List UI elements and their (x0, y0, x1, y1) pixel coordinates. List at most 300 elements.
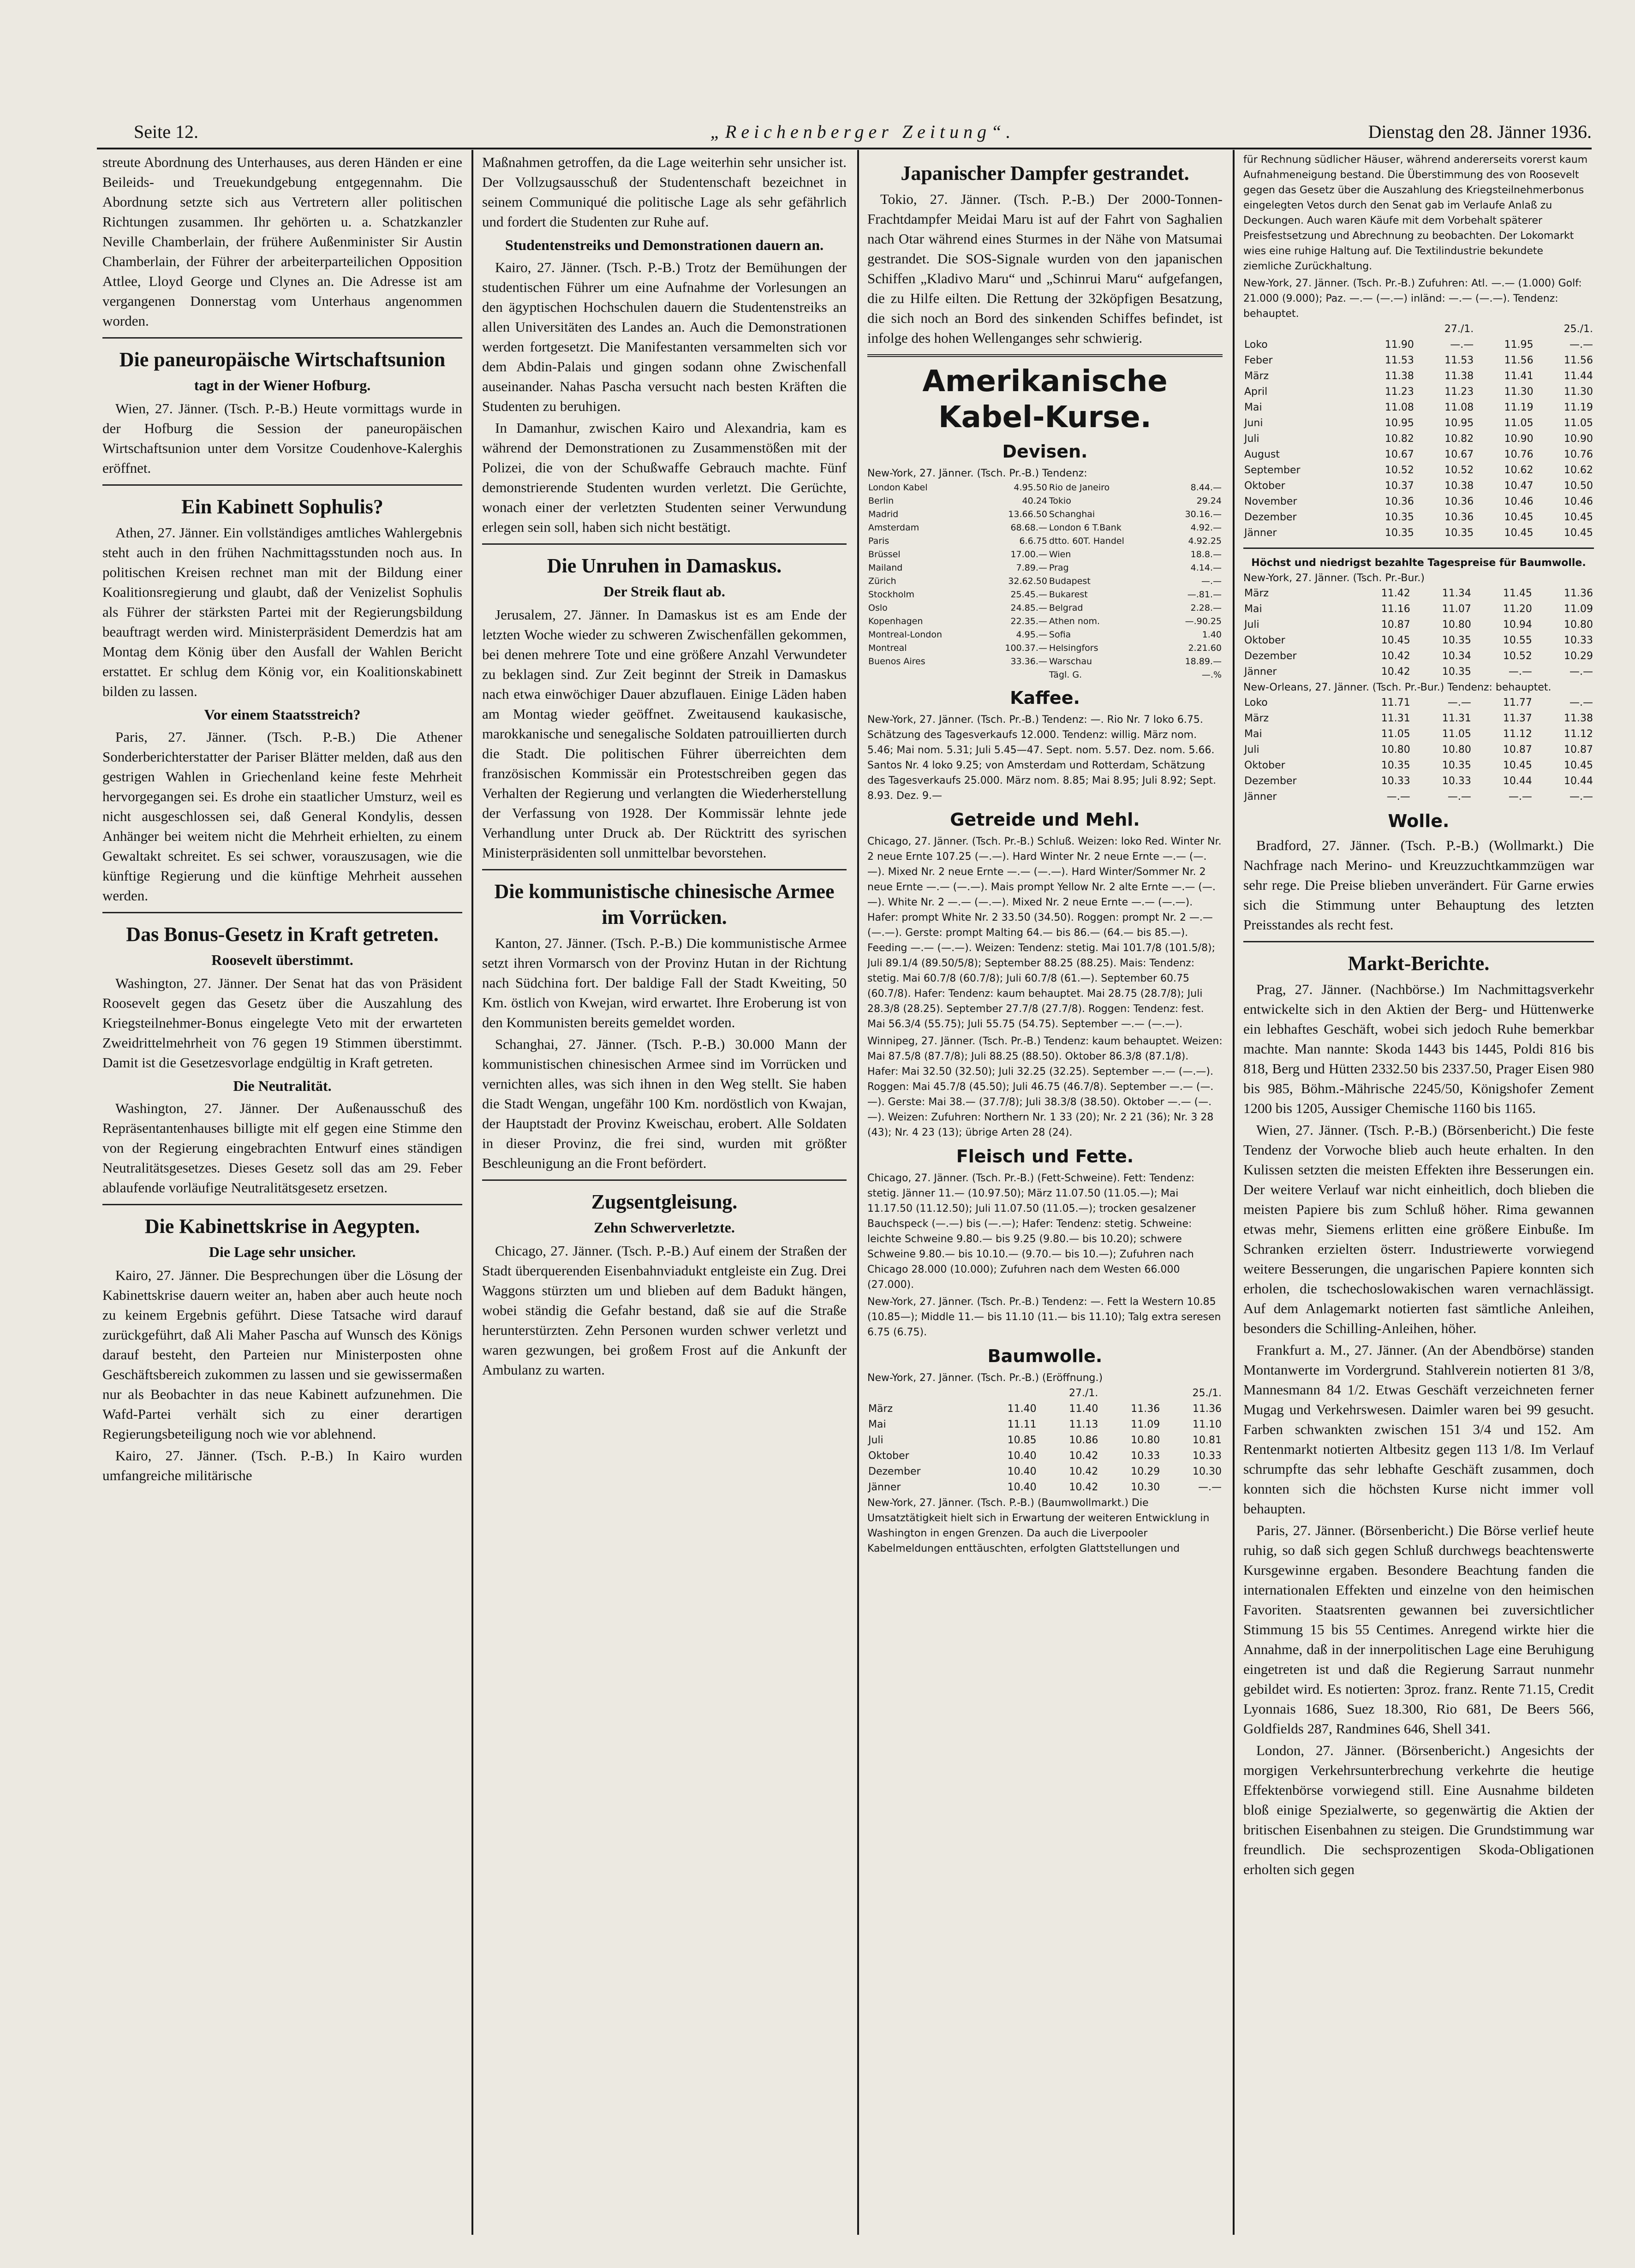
table-cell: —.— (1569, 666, 1593, 678)
table-cell: 10.44 (1503, 775, 1532, 787)
table-cell: 11.10 (1193, 1419, 1222, 1430)
table-cell: 11.09 (1131, 1419, 1160, 1430)
table-cell: 68.68.— (1010, 523, 1047, 533)
report-london: London, 27. Jänner. (Börsenbericht.) Angesichts der morgigen Verkehrsunterbrechung verkehrte die heutige Effektenbörse vorwiegend still. Eine Ausnahme bildeten bloß einige Spezialwerte, so gegenwärtig die Aktien der britischen Eisenbahnen zu steigen. Die Grundstimmung war freundlich. Die sechsprozentigen Skoda-Obligationen erholten sich gegen (1243, 1742, 1594, 1877)
table-cell: Tokio (1049, 496, 1071, 506)
table-cell: 2.28.— (1190, 603, 1222, 613)
ny-cotton-row (1243, 431, 1594, 447)
table-cell: Jänner (1244, 666, 1277, 678)
table-cell: März (868, 1403, 893, 1415)
table-cell: 29.24 (1196, 496, 1222, 506)
fleisch-title: Fleisch und Fette. (956, 1146, 1134, 1167)
devisen-row (867, 642, 1223, 655)
table-cell: 10.42 (1069, 1450, 1098, 1462)
devisen-row (867, 508, 1223, 521)
table-cell: 10.81 (1193, 1435, 1222, 1446)
subhead-paneuropa: tagt in der Wiener Hofburg. (194, 377, 371, 393)
table-cell: Buenos Aires (868, 656, 925, 667)
table-cell: 11.05 (1504, 417, 1534, 429)
continued-text: streute Abordnung des Unterhauses, aus deren Händen er eine Beileids- und Treuekundgebung entgegennahm. Die Abordnung setzte sich aus Vertretern aller politischen Richtungen zusammen. Ihr gehörten u. a. Schatzkanzler Neville Chamberlain, der frühere Außenminister Sir Austin Chamberlain, der Führer der arbeiterparteilichen Opposition Attlee, Lloyd George und Clynes an. Die Adresse ist am vergangenen Donnerstag vom Unterhaus angenommen worden. (102, 154, 462, 329)
table-cell: Berlin (868, 496, 894, 506)
baumwolle-head: New-York, 27. Jänner. (Tsch. Pr.-B.) (Eröffnung.) (867, 1372, 1103, 1384)
article-kanton: Kanton, 27. Jänner. (Tsch. P.-B.) Die kommunistische Armee setzt ihren Vormarsch von der Provinz Hutan in der Richtung nach Südchina fort. Der baldige Fall der Stadt Kweiting, 50 Km. östlich von Kwejan, wird erwartet. Ihre Eroberung ist von den Kommunisten bereits gemeldet worden. (482, 935, 847, 1030)
table-cell: Loko (1244, 697, 1268, 708)
table-cell: Belgrad (1049, 603, 1083, 613)
table-cell: 10.33 (1564, 635, 1593, 646)
new-orleans-row (1243, 789, 1594, 805)
col-head: 25./1. (1563, 323, 1593, 335)
table-cell: 10.35 (1442, 760, 1471, 771)
table-cell: Juli (1244, 433, 1259, 445)
table-cell: Kopenhagen (868, 616, 923, 626)
table-cell: 10.35 (1384, 512, 1414, 523)
table-cell: 32.62.50 (1008, 576, 1047, 586)
divider (1243, 548, 1594, 549)
table-cell: Oktober (868, 1450, 909, 1462)
hl-row (1243, 633, 1594, 649)
table-cell: 13.66.50 (1008, 509, 1047, 519)
table-cell: Zürich (868, 576, 896, 586)
table-cell: 10.85 (1007, 1435, 1037, 1446)
table-cell: 10.87 (1564, 744, 1593, 756)
table-cell: 10.80 (1381, 744, 1410, 756)
table-cell: 11.71 (1381, 697, 1410, 708)
table-cell: Brüssel (868, 549, 901, 560)
devisen-head: New-York, 27. Jänner. (Tsch. Pr.-B.) Tendenz: (867, 468, 1087, 479)
table-cell: 11.37 (1503, 713, 1532, 724)
table-cell: —.— (1508, 666, 1532, 678)
issue-date: Dienstag den 28. Jänner 1936. (1368, 121, 1592, 142)
table-cell: 11.16 (1381, 603, 1410, 615)
kaffee-report: New-York, 27. Jänner. (Tsch. Pr.-B.) Tendenz: —. Rio Nr. 7 loko 6.75. Schätzung des Tagesverkaufs 12.000. Tendenz: willig. März nom. 5.46; Mai nom. 5.31; Juli 5.45—47. Sept. nom. 5.57. Dez. nom. 5.66. Santos Nr. 4 loko 9.25; von Amsterdam und Rotterdam, Schätzung des Tagesverkaufs 25.000. März nom. 8.85; Mai 8.95; Juli 8.92; Sept. 8.93. Dez. 9.— (867, 714, 1217, 802)
table-cell: Dezember (1244, 650, 1297, 662)
table-cell: Dezember (868, 1466, 921, 1477)
ny-cotton-row (1243, 337, 1594, 353)
new-orleans-row (1243, 726, 1594, 742)
table-cell: 11.23 (1444, 386, 1474, 398)
table-cell: 11.36 (1564, 588, 1593, 599)
table-cell: Bukarest (1049, 589, 1088, 600)
table-cell: 10.95 (1444, 417, 1474, 429)
continued-text: Maßnahmen getroffen, da die Lage weiterhin sehr unsicher ist. Der Vollzugsausschuß der Studentenschaft bezeichnet in seinem Communiqué die politische Lage als sehr gefährlich und fordert die Studenten zur Ruhe auf. (482, 154, 847, 230)
table-cell: 10.82 (1384, 433, 1414, 445)
table-cell: London Kabel (868, 482, 928, 493)
getreide-title: Getreide und Mehl. (950, 810, 1140, 830)
table-cell: 11.38 (1384, 370, 1414, 382)
column-rule-1 (471, 150, 473, 2235)
table-cell: 10.38 (1444, 480, 1474, 492)
article-sophulis: Athen, 27. Jänner. Ein vollständiges amtliches Wahlergebnis steht auch in den frühen Nachmittagsstunden noch aus. In politischen Kreisen rechnet man mit der Bildung einer Koalitionsregierung und glaubt, daß der Venizelist Sophulis als Führer der stärksten Partei mit der Regierungsbildung beauftragt werden wird. Ministerpräsident Demerdzis hat am Montag dem König über den Ausfall der Wahlen Bericht erstattet. Er schlug dem König vor, ein Koalitionskabinett bilden zu lassen. (102, 524, 462, 699)
table-cell: —.— (1569, 791, 1593, 803)
col-head: 27./1. (1069, 1387, 1098, 1399)
table-cell: 1.40 (1202, 630, 1222, 640)
table-cell: Oktober (1244, 480, 1285, 492)
table-cell: 10.94 (1503, 619, 1532, 631)
subhead-staatsstreich: Vor einem Staatsstreich? (204, 706, 361, 723)
table-cell: 11.05 (1564, 417, 1593, 429)
continued-text: für Rechnung südlicher Häuser, während andererseits vorerst kaum Aufnahmeneigung bestand. Die Überstimmung des von Roosevelt gegen das Gesetz über die Auszahlung des Kriegsteilnehmerbonus eingelegten Vetos durch den Senat gab im Verlaufe Anlaß zu Deckungen. Auch waren Käufe mit dem Vorbehalt späterer Preisfestsetzung und Abrechnung zu beobachten. Der Lokomarkt wies eine ruhige Haltung auf. Die Textilindustrie bekundete ziemliche Zurückhaltung. (1243, 154, 1588, 272)
table-cell: Warschau (1049, 656, 1092, 667)
kaffee-title: Kaffee. (1010, 688, 1080, 708)
divider (482, 543, 847, 545)
table-cell: Montreal-London (868, 630, 943, 640)
headline-zugsentgleisung: Zugsentgleisung. (591, 1191, 738, 1213)
table-cell: Dezember (1244, 775, 1297, 787)
table-cell: 11.05 (1381, 728, 1410, 740)
table-cell: 10.55 (1503, 635, 1532, 646)
table-cell: 2.21.60 (1188, 643, 1222, 653)
table-cell: 11.08 (1384, 402, 1414, 413)
headline-aegypten: Die Kabinettskrise in Aegypten. (144, 1215, 420, 1238)
table-cell: Loko (1244, 339, 1268, 351)
table-cell: 10.42 (1069, 1482, 1098, 1493)
table-cell: 10.40 (1007, 1450, 1037, 1462)
table-cell: 11.53 (1444, 355, 1474, 366)
table-cell: Athen nom. (1049, 616, 1100, 626)
table-cell: 10.76 (1564, 449, 1593, 460)
table-cell: 10.46 (1504, 496, 1534, 507)
article-aegypten-2: Kairo, 27. Jänner. (Tsch. P.-B.) In Kairo wurden umfangreiche militärische (102, 1447, 462, 1483)
hl-row (1243, 617, 1594, 633)
table-cell: London 6 T.Bank (1049, 523, 1122, 533)
table-cell: —.90.25 (1185, 616, 1222, 626)
table-cell: November (1244, 496, 1297, 507)
devisen-title: Devisen. (1002, 441, 1088, 462)
table-cell: 10.35 (1442, 666, 1471, 678)
headline-sophulis: Ein Kabinett Sophulis? (181, 495, 383, 518)
hl-row (1243, 601, 1594, 617)
table-cell: 10.29 (1131, 1466, 1160, 1477)
table-cell: 40.24 (1022, 496, 1047, 506)
table-cell: Mai (1244, 402, 1262, 413)
column-4 (1243, 152, 1594, 2237)
subhead-neutralitaet: Die Neutralität. (233, 1077, 332, 1094)
table-cell: Juli (1244, 744, 1259, 756)
table-cell (867, 668, 982, 682)
table-cell: 10.87 (1503, 744, 1532, 756)
devisen-row (867, 575, 1223, 588)
fleisch-report-ny: New-York, 27. Jänner. (Tsch. Pr.-B.) Tendenz: —. Fett la Western 10.85 (10.85—); Middle 11.— bis 11.10 (11.— bis 11.10); Talg extra seresen 6.75 (6.75). (867, 1296, 1221, 1338)
table-cell: 11.40 (1069, 1403, 1098, 1415)
table-cell: 11.09 (1564, 603, 1593, 615)
divider (102, 484, 462, 486)
table-cell: 10.44 (1564, 775, 1593, 787)
table-cell: 10.45 (1564, 760, 1593, 771)
table-cell: 11.19 (1504, 402, 1534, 413)
getreide-report: Chicago, 27. Jänner. (Tsch. Pr.-B.) Schluß. Weizen: loko Red. Winter Nr. 2 neue Ernte 107.25 (—.—). Hard Winter Nr. 2 neue Ernte —.— (—.—). Mixed Nr. 2 neue Ernte —.— (—.—). Hard Winter/Sommer Nr. 2 neue Ernte —.— (—.—). Mais prompt Yellow Nr. 2 alte Ernte —.— (—.—). White Nr. 2 —.— (—.—). Mixed Nr. 2 neue Ernte —.— (—.—). Hafer: prompt White Nr. 2 33.50 (34.50). Roggen: prompt Nr. 2 —.— (—.—). Gerste: prompt Malting 64.— bis 86.— (64.— bis 85.—). Feeding —.— (—.—). Weizen: Tendenz: stetig. Mai 101.7/8 (101.5/8); Juli 89.1/4 (89.50/5/8); September 88.25 (88.25). Mais: Tendenz: stetig. Mai 60.7/8 (60.7/8); Juli 60.7/8 (61.—). September 60.75 (60.7/8). Hafer: Tendenz: kaum behauptet. Mai 28.75 (28.7/8); Juli 28.3/8 (28.25). September 27.7/8 (27.7/8). Roggen: Tendenz: fest. Mai 56.3/4 (55.75); Juli 55.75 (54.75). September —.— (—.—). (867, 836, 1222, 1030)
table-cell: Rio de Janeiro (1049, 482, 1110, 493)
table-cell: —.81.— (1187, 589, 1222, 600)
newspaper-name: „Reichenberger Zeitung“. (710, 121, 1015, 142)
table-cell: März (1244, 713, 1269, 724)
table-cell: 11.13 (1069, 1419, 1098, 1430)
table-cell: Juli (1244, 619, 1259, 631)
ny-cotton-row (1243, 369, 1594, 384)
table-cell: 30.16.— (1185, 509, 1222, 519)
table-cell: 10.90 (1504, 433, 1534, 445)
devisen-row (867, 601, 1223, 615)
headline-paneuropa: Die paneuropäische Wirtschaftsunion (119, 348, 446, 371)
headline-china: Die kommunistische chinesische Armee im Vorrücken. (494, 880, 835, 929)
subhead-damaskus: Der Streik flaut ab. (603, 583, 725, 600)
table-cell: 10.42 (1069, 1466, 1098, 1477)
headline-bonus: Das Bonus-Gesetz in Kraft getreten. (126, 923, 439, 946)
col-head: 25./1. (1192, 1387, 1222, 1399)
table-cell: 10.45 (1503, 760, 1532, 771)
table-cell: Mailand (868, 563, 903, 573)
article-damaskus: Jerusalem, 27. Jänner. In Damaskus ist es am Ende der letzten Woche wieder zu schweren Zwischenfällen gekommen, bei denen mehrere Tote und eine größere Anzahl Verwundeter zu beklagen sind. Zur Zeit beginnt der Streik in Damaskus nach etwa einwöchiger Dauer abzuflauen. Einige Läden haben am Montag wieder geöffnet. Zweitausend kaukasische, marokkanische und senegalische Soldaten patrouillierten durch die Stadt. Die politischen Führer überreichten dem französischen Kommissär ein Protestschreiben gegen das Verhalten der Regierung und verlangten die Wiederherstellung der Verfassung von 1928. Der Kommissär lehnte jede Verhandlung unter Druck ab. Der Rücktritt des syrischen Ministerpräsidenten soll unmittelbar bevorstehen. (482, 607, 847, 861)
column-2 (482, 152, 847, 2237)
table-cell: 11.44 (1564, 370, 1593, 382)
table-cell (982, 668, 1048, 682)
report-wien: Wien, 27. Jänner. (Tsch. P.-B.) (Börsenbericht.) Die feste Tendenz der Vorwoche blieb auch heute erhalten. In den Kulissen setzten die meisten Effekten ihre Besserungen ein. Der weitere Verlauf war nicht einheitlich, doch blieben die meisten Papiere bis zum Schluß höher. Rima gewannen etwas mehr, Siemens erlitten eine größere Einbuße. Im Schranken erzielten österr. Industriewerte vorwiegend weitere Besserungen, die ungarischen Papiere konnten sich erholen, die tschechoslowakischen waren vernachlässigt. Auf dem Anlagemarkt notierten fast sämtliche Anleihen, besonders die Schilling-Anleihen, höher. (1243, 1122, 1594, 1336)
hl-head: Höchst und niedrigst bezahlte Tagespreise für Baumwolle. (1251, 557, 1586, 569)
divider (867, 354, 1223, 357)
table-cell: 100.37.— (1005, 643, 1047, 653)
table-cell: 11.19 (1564, 402, 1593, 413)
page-number: Seite 12. (134, 121, 198, 142)
table-cell: 10.62 (1504, 464, 1534, 476)
new-orleans-row (1243, 758, 1594, 774)
table-cell: Paris (868, 536, 889, 546)
hl-table (1243, 586, 1594, 680)
table-cell: 11.20 (1503, 603, 1532, 615)
table-cell: 10.35 (1381, 760, 1410, 771)
table-cell: 11.12 (1503, 728, 1532, 740)
table-cell: 10.33 (1442, 775, 1471, 787)
table-cell: Tägl. G. (1049, 670, 1082, 680)
headline-dampfer: Japanischer Dampfer gestrandet. (901, 162, 1189, 185)
table-cell: —.— (1198, 1482, 1222, 1493)
table-cell: September (1244, 464, 1301, 476)
divider (1243, 941, 1594, 942)
table-cell: 11.38 (1564, 713, 1593, 724)
table-cell: 10.30 (1131, 1482, 1160, 1493)
table-cell: —.— (1450, 339, 1474, 351)
table-cell: Juni (1244, 417, 1263, 429)
table-cell: 11.07 (1442, 603, 1471, 615)
table-cell: 11.90 (1384, 339, 1414, 351)
table-cell: 8.44.— (1190, 482, 1222, 493)
table-cell: 10.36 (1444, 496, 1474, 507)
table-cell: —.— (1447, 791, 1471, 803)
divider (102, 1204, 462, 1205)
divider (102, 912, 462, 913)
ny-cotton-table (1243, 321, 1594, 541)
new-orleans-table (1243, 695, 1594, 805)
article-zugsentgleisung: Chicago, 27. Jänner. (Tsch. P.-B.) Auf einem der Straßen der Stadt überquerenden Eisenbahnviadukt entgleiste ein Zug. Drei Waggons stürzten um und blieben auf dem Badukt hängen, wobei ständig die Gefahr bestand, daß sie auf die Straße herunterstürzten. Zehn Personen wurden schwer verletzt und waren gezwungen, bei großem Frost auf die Ankunft der Ambulanz zu warten. (482, 1243, 847, 1378)
baumwolle-table (867, 1386, 1223, 1495)
devisen-table (867, 481, 1223, 682)
article-staatsstreich: Paris, 27. Jänner. (Tsch. P.-B.) Die Athener Sonderberichterstatter der Pariser Blätter melden, daß aus den gestrigen Wahlen in Griechenland keine feste Mehrheit hervorgegangen sei. Es drohe ein staatlicher Umsturz, weil es nicht ausgeschlossen sei, daß General Kondylis, dessen Anhänger bei weitem nicht die Mehrheit erhielten, zu einem Gewaltakt schreitet. Es sei schwer, vorauszusagen, wie die künftige Regierung und die künftige Mehrheit aussehen werden. (102, 729, 462, 904)
table-cell: 10.86 (1069, 1435, 1098, 1446)
table-cell: 10.95 (1384, 417, 1414, 429)
table-cell: Madrid (868, 509, 899, 519)
table-cell: 10.82 (1444, 433, 1474, 445)
table-cell: Dezember (1244, 512, 1297, 523)
table-cell: 10.90 (1564, 433, 1593, 445)
baumwolle-row (867, 1480, 1223, 1495)
table-cell: 11.30 (1504, 386, 1534, 398)
table-cell: 11.08 (1444, 402, 1474, 413)
table-cell: Jänner (868, 1482, 901, 1493)
ny-cotton-row (1243, 400, 1594, 416)
table-cell: 17.00.— (1010, 549, 1047, 560)
table-cell: Wien (1049, 549, 1071, 560)
baumwolle-title: Baumwolle. (987, 1346, 1103, 1366)
table-cell: 11.95 (1504, 339, 1534, 351)
table-cell: 4.95.— (1016, 630, 1047, 640)
table-cell: 11.36 (1193, 1403, 1222, 1415)
column-rule-2 (857, 150, 859, 2235)
table-cell: 10.36 (1444, 512, 1474, 523)
article-aegypten: Kairo, 27. Jänner. Die Besprechungen über die Lösung der Kabinettskrise dauern weiter an, haben aber auch heute noch zu keinem Ergebnis geführt. Diese Tatsache wird darauf zurückgeführt, daß Ali Maher Pascha auf Wunsch des Königs darauf besteht, den Parteien nur Ministerposten ohne Geschäftsbereich zukommen zu lassen und sie gewissermaßen nur als Beobachter in das neue Kabinett aufzunehmen. Die Wafd-Partei verhält sich zu einer derartigen Regierungsbeteiligung noch wie vor ablehnend. (102, 1267, 462, 1442)
hl-row (1243, 649, 1594, 664)
devisen-row (867, 535, 1223, 548)
table-cell: 10.42 (1381, 650, 1410, 662)
divider (482, 869, 847, 870)
table-cell: Jänner (1244, 527, 1277, 539)
table-cell: Stockholm (868, 589, 915, 600)
table-cell: 10.80 (1442, 619, 1471, 631)
ny-cotton-row (1243, 525, 1594, 541)
column-3 (867, 152, 1223, 2237)
table-cell: 10.33 (1381, 775, 1410, 787)
table-cell: 10.45 (1564, 527, 1593, 539)
header-rule (97, 148, 1592, 149)
ny-cotton-row (1243, 447, 1594, 463)
table-cell: 10.80 (1442, 744, 1471, 756)
wolle-report: Bradford, 27. Jänner. (Tsch. P.-B.) (Wollmarkt.) Die Nachfrage nach Merino- und Kreuzzuchtkammzügen war sehr rege. Die Preise blieben unverändert. Für Garne erwies sich die Stimmung unter Behauptung des letzten Preisstandes als recht fest. (1243, 837, 1594, 933)
table-cell: Feber (1244, 355, 1273, 366)
devisen-row (867, 548, 1223, 561)
subhead-aegypten: Die Lage sehr unsicher. (209, 1244, 356, 1260)
devisen-row (867, 628, 1223, 642)
table-cell: Amsterdam (868, 523, 919, 533)
table-cell: Mai (868, 1419, 886, 1430)
table-cell: 10.45 (1504, 512, 1534, 523)
table-cell: 10.35 (1442, 635, 1471, 646)
devisen-row (867, 481, 1223, 494)
subhead-bonus: Roosevelt überstimmt. (211, 952, 353, 968)
table-cell: —.— (1569, 339, 1593, 351)
table-cell: 4.92.— (1190, 523, 1222, 533)
table-cell: Mai (1244, 728, 1262, 740)
table-cell: 4.92.25 (1188, 536, 1222, 546)
table-cell: —.— (1386, 791, 1410, 803)
report-prag: Prag, 27. Jänner. (Nachbörse.) Im Nachmittagsverkehr entwickelte sich in den Aktien der Berg- und Hüttenwerke ein lebhaftes Geschäft, wobei sich jedoch Ruhe bemerkbar machte. Man nannte: Skoda 1443 bis 1445, Poldi 816 bis 818, Berg und Hütten 2332.50 bis 2337.50, Prager Eisen 980 bis 985, Böhm.-Mährische 2245/50, Königshofer Zement 1200 bis 1205, Aussiger Chemische 1160 bis 1165. (1243, 981, 1594, 1116)
table-cell: August (1244, 449, 1280, 460)
new-orleans-row (1243, 774, 1594, 789)
hl-row (1243, 586, 1594, 601)
table-cell: 11.12 (1564, 728, 1593, 740)
table-cell: —.— (1447, 697, 1471, 708)
table-cell: Jänner (1244, 791, 1277, 803)
divider (482, 1179, 847, 1181)
article-neutralitaet: Washington, 27. Jänner. Der Außenausschuß des Repräsentantenhauses billigte mit elf gegen eine Stimme den von der Regierung eingebrachten Entwurf eines ständigen Neutralitätsgesetzes. Dieses Gesetz soll das am 29. Feber ablaufende vorläufige Neutralitätsgesetz ersetzen. (102, 1100, 462, 1196)
table-cell: —.— (1508, 791, 1532, 803)
table-cell: 10.34 (1442, 650, 1471, 662)
table-cell: Oslo (868, 603, 888, 613)
table-cell: 10.33 (1193, 1450, 1222, 1462)
baumwolle-row (867, 1433, 1223, 1448)
winnipeg-report: Winnipeg, 27. Jänner. (Tsch. Pr.-B.) Tendenz: kaum behauptet. Weizen: Mai 87.5/8 (87.7/8); Juli 88.25 (88.50). Oktober 86.3/8 (87.1/8). Hafer: Mai 32.50 (32.50); Juli 32.25 (32.25). September —.— (—.—). Roggen: Mai 45.7/8 (45.50); Juli 46.75 (46.7/8). September —.— (—.—). Gerste: Mai 38.— (37.7/8); Juli 38.3/8 (38.50). Oktober —.— (—.—). Weizen: Zufuhren: Northern Nr. 1 33 (20); Nr. 2 21 (36); Nr. 3 28 (43); Nr. 4 23 (13); übrige Arten 28 (24). (867, 1036, 1223, 1138)
table-cell: 10.37 (1384, 480, 1414, 492)
ny-cotton-row (1243, 353, 1594, 369)
table-cell: 10.47 (1504, 480, 1534, 492)
new-orleans-row (1243, 695, 1594, 711)
table-cell: 11.31 (1442, 713, 1471, 724)
table-cell: 7.89.— (1016, 563, 1047, 573)
table-cell: Schanghai (1049, 509, 1095, 519)
report-frankfurt: Frankfurt a. M., 27. Jänner. (An der Abendbörse) standen Montanwerte im Vordergrund. Stahlverein notierten 81 3/8, Mannesmann 84 1/2. Etwas Geschäft verzeichneten ferner Mugag und Verkehrswesen. Daimler waren bei 99 gesucht. Farben schwankten zwischen 151 3/4 und 152. Am Rentenmarkt notierten Altbesitz gegen 113 1/8. Im Verlauf schrumpfte das sehr lebhafte Geschäft zusammen, doch konnten sich die höchsten Kurse nicht immer voll behaupten. (1243, 1342, 1594, 1517)
table-cell: 10.76 (1504, 449, 1534, 460)
table-cell: Oktober (1244, 760, 1285, 771)
subhead-studentenstreiks: Studentenstreiks und Demonstrationen dauern an. (505, 237, 824, 253)
ny-cotton-row (1243, 478, 1594, 494)
new-orleans-row (1243, 742, 1594, 758)
baumwolle-row (867, 1464, 1223, 1480)
table-cell: 11.40 (1007, 1403, 1037, 1415)
table-cell: 10.80 (1564, 619, 1593, 631)
table-cell: 10.30 (1193, 1466, 1222, 1477)
table-cell: 10.45 (1564, 512, 1593, 523)
ny-cotton-row (1243, 384, 1594, 400)
table-cell: 11.56 (1564, 355, 1593, 366)
table-cell: 4.14.— (1190, 563, 1222, 573)
table-cell: 18.8.— (1190, 549, 1222, 560)
table-cell: 10.35 (1444, 527, 1474, 539)
new-orleans-row (1243, 711, 1594, 726)
table-cell: 11.11 (1007, 1419, 1037, 1430)
table-cell: 10.40 (1007, 1482, 1037, 1493)
table-cell: 10.36 (1384, 496, 1414, 507)
table-cell: 10.42 (1381, 666, 1410, 678)
table-cell: 11.56 (1504, 355, 1534, 366)
devisen-row (867, 521, 1223, 535)
subhead-zugsentgleisung: Zehn Schwerverletzte. (594, 1219, 735, 1236)
table-cell: 10.62 (1564, 464, 1593, 476)
table-cell: Mai (1244, 603, 1262, 615)
table-cell: Helsingfors (1049, 643, 1098, 653)
wolle-title: Wolle. (1388, 811, 1450, 831)
table-cell: 18.89.— (1185, 656, 1222, 667)
baumwolle-row (867, 1417, 1223, 1433)
table-cell: 4.95.50 (1014, 482, 1047, 493)
table-cell: 22.35.— (1010, 616, 1047, 626)
table-cell: 10.45 (1381, 635, 1410, 646)
article-paneuropa: Wien, 27. Jänner. (Tsch. P.-B.) Heute vormittags wurde in der Hofburg die Session der paneuropäischen Wirtschaftsunion unter dem Vorsitze Coudenhove-Kalerghis eröffnet. (102, 400, 462, 476)
ny-cotton-row (1243, 494, 1594, 510)
article-dampfer: Tokio, 27. Jänner. (Tsch. P.-B.) Der 2000-Tonnen-Frachtdampfer Meidai Maru ist auf der Fahrt von Saghalien nach Otar während eines Sturmes in der Nähe von Matsumai gestrandet. Die SOS-Signale wurden von den japanischen Schiffen „Kladivo Maru“ und „Schinrui Maru“ aufgefangen, die zu Hilfe eilten. Die Rettung der 32köpfigen Besatzung, die sich noch an Bord des sinkenden Schiffes befindet, ist infolge des hohen Wellenganges sehr schwierig. (867, 191, 1223, 346)
table-cell: 10.52 (1503, 650, 1532, 662)
devisen-row (867, 615, 1223, 628)
table-cell: Oktober (1244, 635, 1285, 646)
table-cell: 10.33 (1131, 1450, 1160, 1462)
hl-row (1243, 664, 1594, 680)
table-cell: 10.80 (1131, 1435, 1160, 1446)
headline-damaskus: Die Unruhen in Damaskus. (547, 554, 782, 577)
table-cell: 11.42 (1381, 588, 1410, 599)
table-cell: 10.46 (1564, 496, 1593, 507)
table-cell: —.— (1201, 576, 1222, 586)
table-cell: 10.52 (1444, 464, 1474, 476)
devisen-row (867, 655, 1223, 668)
ny-cotton-row (1243, 463, 1594, 478)
divider (102, 337, 462, 339)
table-cell: 11.45 (1503, 588, 1532, 599)
table-cell: April (1244, 386, 1268, 398)
